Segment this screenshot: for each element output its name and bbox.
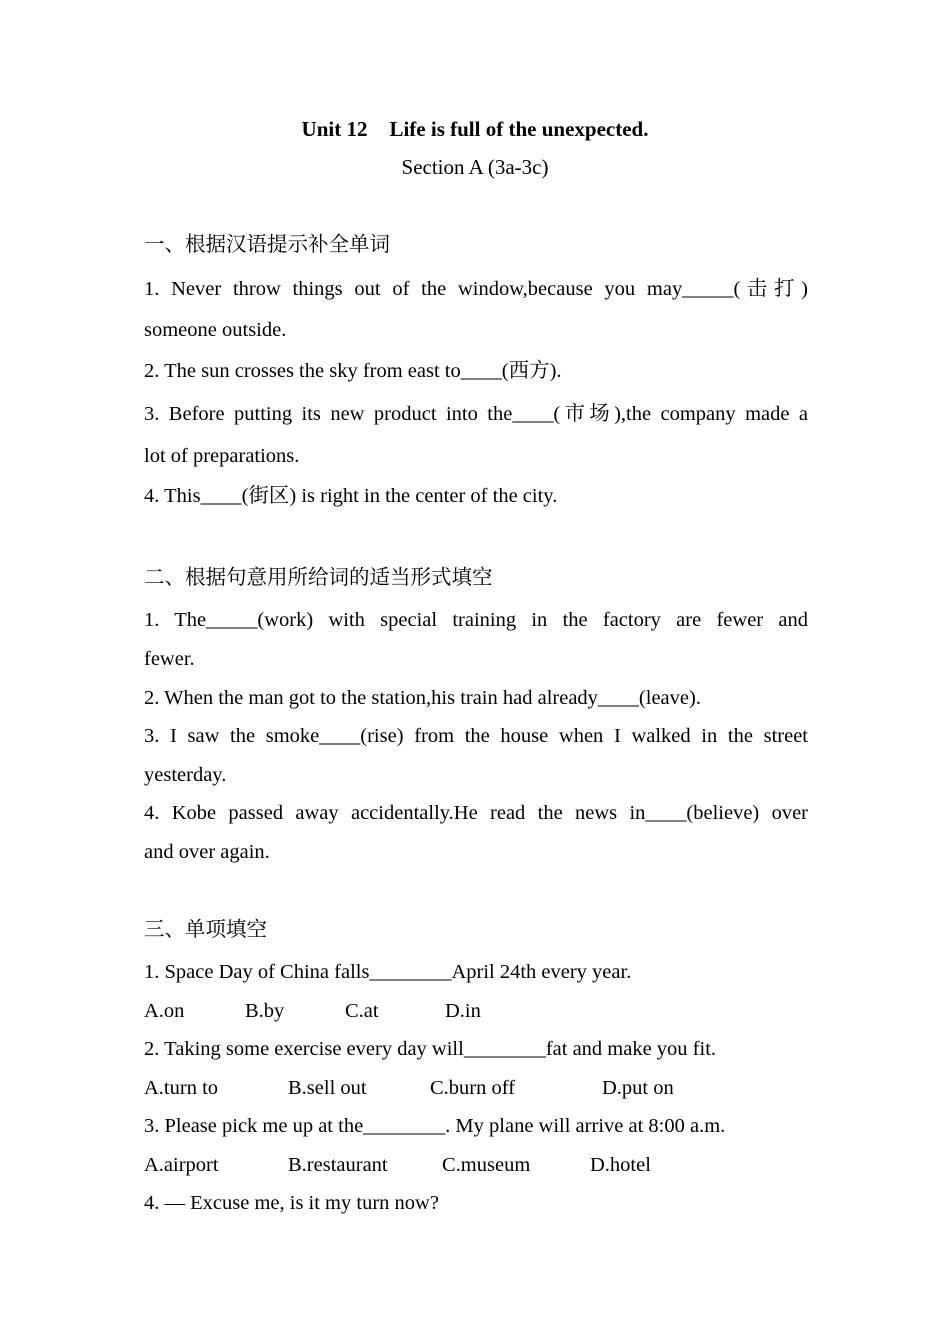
s3-q3-option-b: B.restaurant (288, 1154, 388, 1176)
s1-question-3-line2: lot of preparations. (144, 445, 300, 467)
s3-q1-option-a: A.on (144, 1000, 185, 1022)
s3-q1-option-c: C.at (345, 1000, 379, 1022)
s3-q3-option-c: C.museum (442, 1154, 531, 1176)
s2-question-4-line2: and over again. (144, 841, 270, 863)
s3-q2-option-c: C.burn off (430, 1077, 516, 1099)
s1-question-4: 4. This____(街区) is right in the center of the city. (144, 485, 558, 507)
unit-name: Life is full of the unexpected. (389, 117, 649, 141)
section3-heading: 三、单项填空 (144, 919, 267, 941)
s2-question-1-line2: fewer. (144, 648, 195, 670)
s1-question-3-line1: 3. Before putting its new product into the____(市场),the company made a (144, 403, 808, 425)
s3-question-2: 2. Taking some exercise every day will________fat and make you fit. (144, 1038, 717, 1060)
s3-q2-option-a: A.turn to (144, 1077, 219, 1099)
s2-question-2: 2. When the man got to the station,his train had already____(leave). (144, 687, 701, 709)
s2-question-4-line1: 4. Kobe passed away accidentally.He read the news in____(believe) over (144, 802, 808, 824)
unit-number: Unit 12 (301, 117, 368, 141)
s1-question-1-line1: 1. Never throw things out of the window,because you may_____(击打) (144, 278, 808, 300)
s1-question-1-line2: someone outside. (144, 319, 287, 341)
s3-q3-option-d: D.hotel (590, 1154, 651, 1176)
s3-q3-option-a: A.airport (144, 1154, 219, 1176)
s3-question-1: 1. Space Day of China falls________April 24th every year. (144, 961, 632, 983)
s1-question-2: 2. The sun crosses the sky from east to____(西方). (144, 360, 562, 382)
unit-title (0, 115, 950, 143)
s3-question-4: 4. — Excuse me, is it my turn now? (144, 1192, 439, 1214)
s3-q1-option-b: B.by (245, 1000, 285, 1022)
s2-question-3-line1: 3. I saw the smoke____(rise) from the house when I walked in the street (144, 725, 808, 747)
section-subtitle: Section A (3a-3c) (401, 155, 549, 179)
s3-q2-option-b: B.sell out (288, 1077, 367, 1099)
s3-q2-option-d: D.put on (602, 1077, 674, 1099)
s3-question-3: 3. Please pick me up at the________. My plane will arrive at 8:00 a.m. (144, 1115, 726, 1137)
s3-q1-option-d: D.in (445, 1000, 481, 1022)
section2-heading: 二、根据句意用所给词的适当形式填空 (144, 567, 493, 589)
s2-question-3-line2: yesterday. (144, 764, 227, 786)
section1-heading: 一、根据汉语提示补全单词 (144, 234, 390, 256)
s2-question-1-line1: 1. The_____(work) with special training in the factory are fewer and (144, 609, 808, 631)
